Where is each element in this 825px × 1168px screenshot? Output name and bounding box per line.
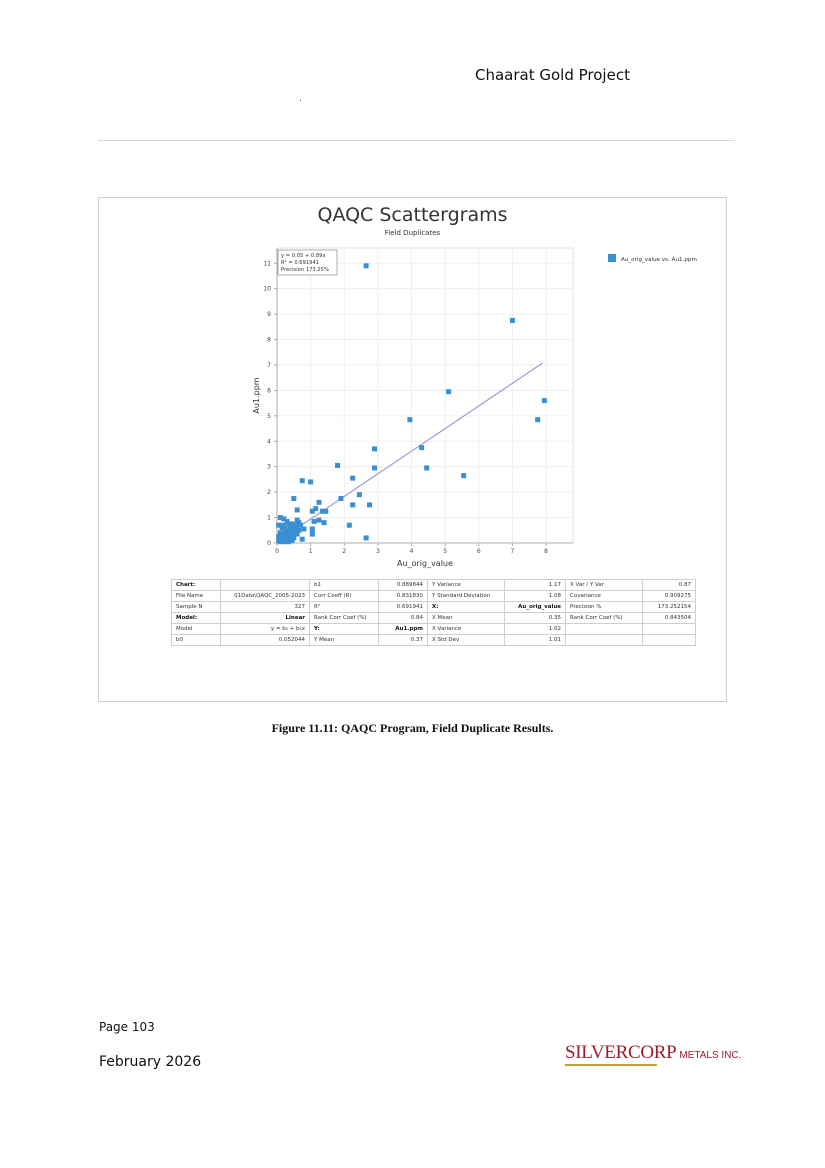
stats-cell: X Mean bbox=[428, 613, 505, 624]
data-point bbox=[372, 465, 377, 470]
page-number: Page 103 bbox=[99, 1020, 155, 1034]
data-point bbox=[419, 445, 424, 450]
data-point bbox=[372, 446, 377, 451]
footer-date: February 2026 bbox=[99, 1054, 202, 1070]
stats-cell: Rank Corr Coef (%) bbox=[310, 613, 379, 624]
header-dot bbox=[300, 100, 301, 101]
data-point bbox=[461, 473, 466, 478]
y-tick-label: 10 bbox=[263, 285, 271, 293]
data-point bbox=[313, 506, 318, 511]
data-point bbox=[542, 398, 547, 403]
stats-cell: File Name bbox=[172, 591, 221, 602]
annotation-line: R² = 0.691941 bbox=[281, 260, 320, 266]
stats-cell: R² bbox=[310, 602, 379, 613]
stats-cell: Au1.ppm bbox=[379, 624, 428, 635]
stats-cell: Y Mean bbox=[310, 635, 379, 646]
data-point bbox=[281, 523, 286, 528]
data-point bbox=[310, 532, 315, 537]
data-point bbox=[350, 476, 355, 481]
annotation-line: y = 0.05 + 0.89x bbox=[281, 253, 326, 259]
document-header-title: Chaarat Gold Project bbox=[475, 66, 630, 84]
data-point bbox=[295, 507, 300, 512]
stats-cell: 0.84 bbox=[379, 613, 428, 624]
stats-cell: y = b₀ + b₁x bbox=[221, 624, 310, 635]
y-tick-label: 5 bbox=[267, 412, 271, 420]
stats-cell: Y: bbox=[310, 624, 379, 635]
data-point bbox=[296, 528, 301, 533]
legend-label: Au_orig_value vs. Au1.ppm bbox=[621, 257, 697, 263]
stats-cell: 0.909275 bbox=[643, 591, 696, 602]
stats-cell bbox=[643, 624, 696, 635]
x-tick-label: 0 bbox=[275, 548, 279, 555]
stats-row bbox=[172, 613, 696, 624]
stats-cell: 0.87 bbox=[643, 580, 696, 591]
data-point bbox=[510, 318, 515, 323]
data-point bbox=[335, 463, 340, 468]
x-tick-label: 5 bbox=[443, 548, 448, 555]
data-point bbox=[338, 496, 343, 501]
stats-cell: b1 bbox=[310, 580, 379, 591]
data-point bbox=[535, 417, 540, 422]
stats-cell bbox=[221, 580, 310, 591]
silvercorp-logo bbox=[565, 1042, 741, 1064]
stats-cell: Model: bbox=[172, 613, 221, 624]
data-point bbox=[424, 465, 429, 470]
data-point bbox=[278, 539, 283, 544]
data-point bbox=[323, 509, 328, 514]
stats-cell: 327 bbox=[221, 602, 310, 613]
stats-cell bbox=[566, 624, 643, 635]
y-tick-label: 9 bbox=[267, 311, 271, 319]
stats-cell bbox=[643, 635, 696, 646]
data-point bbox=[350, 502, 355, 507]
y-tick-label: 7 bbox=[267, 361, 271, 369]
stats-cell: Covariance bbox=[566, 591, 643, 602]
legend-swatch bbox=[608, 254, 616, 262]
stats-cell: b0 bbox=[172, 635, 221, 646]
data-point bbox=[298, 523, 303, 528]
stats-cell: 0.843504 bbox=[643, 613, 696, 624]
x-tick-label: 4 bbox=[409, 548, 414, 555]
stats-row bbox=[172, 624, 696, 635]
stats-row bbox=[172, 580, 696, 591]
stats-cell: Rank Corr Coef (%) bbox=[566, 613, 643, 624]
data-point bbox=[312, 519, 317, 524]
data-point bbox=[364, 263, 369, 268]
stats-cell: Chart: bbox=[172, 580, 221, 591]
y-tick-label: 0 bbox=[267, 540, 271, 547]
stats-table bbox=[171, 579, 696, 646]
data-point bbox=[291, 496, 296, 501]
x-tick-label: 8 bbox=[544, 548, 549, 555]
data-point bbox=[367, 502, 372, 507]
stats-cell: 173.252154 bbox=[643, 602, 696, 613]
stats-cell: 1.08 bbox=[505, 591, 566, 602]
stats-cell: X Var / Y Var bbox=[566, 580, 643, 591]
figure-frame bbox=[98, 197, 727, 702]
stats-cell: X Variance bbox=[428, 624, 505, 635]
annotation-line: Precision 173.25% bbox=[281, 267, 329, 273]
y-tick-label: 1 bbox=[267, 514, 271, 522]
y-axis-label: Au1.ppm bbox=[252, 377, 261, 414]
x-tick-label: 2 bbox=[342, 548, 347, 555]
chart-subtitle: Field Duplicates bbox=[384, 229, 441, 237]
stats-cell: 1.17 bbox=[505, 580, 566, 591]
data-point bbox=[300, 478, 305, 483]
stats-cell: 0.052044 bbox=[221, 635, 310, 646]
logo-underline bbox=[565, 1064, 657, 1066]
stats-cell: X Std Dev bbox=[428, 635, 505, 646]
data-point bbox=[364, 535, 369, 540]
data-point bbox=[347, 523, 352, 528]
scatter-plot bbox=[99, 198, 726, 578]
data-point bbox=[288, 524, 293, 529]
stats-cell: 0.889844 bbox=[379, 580, 428, 591]
stats-cell: Model bbox=[172, 624, 221, 635]
stats-row bbox=[172, 591, 696, 602]
data-point bbox=[322, 520, 327, 525]
stats-cell: Au_orig_value bbox=[505, 602, 566, 613]
stats-cell: X: bbox=[428, 602, 505, 613]
stats-cell: 1.01 bbox=[505, 635, 566, 646]
logo-main-text: SILVERCORP bbox=[565, 1042, 677, 1063]
y-tick-label: 8 bbox=[267, 336, 271, 344]
stats-cell: 0.35 bbox=[505, 613, 566, 624]
stats-cell: 0.691941 bbox=[379, 602, 428, 613]
y-tick-label: 3 bbox=[267, 463, 271, 471]
x-axis-label: Au_orig_value bbox=[397, 559, 453, 568]
stats-cell: 01Data\QAQC_2005-2023 bbox=[221, 591, 310, 602]
chart-title: QAQC Scattergrams bbox=[317, 204, 508, 226]
stats-cell: 0.831830 bbox=[379, 591, 428, 602]
x-tick-label: 7 bbox=[510, 548, 515, 555]
stats-row bbox=[172, 635, 696, 646]
plot-area bbox=[277, 248, 573, 543]
data-point bbox=[300, 537, 305, 542]
x-tick-label: 6 bbox=[476, 548, 481, 555]
stats-cell: Sample N bbox=[172, 602, 221, 613]
stats-cell: 0.37 bbox=[379, 635, 428, 646]
figure-caption: Figure 11.11: QAQC Program, Field Duplicate Results. bbox=[271, 721, 554, 735]
stats-cell: Precision % bbox=[566, 602, 643, 613]
y-tick-label: 2 bbox=[267, 489, 271, 497]
data-point bbox=[276, 534, 281, 539]
data-point bbox=[446, 389, 451, 394]
data-point bbox=[357, 492, 362, 497]
y-tick-label: 6 bbox=[267, 387, 271, 395]
stats-cell: Y Standard Deviation bbox=[428, 591, 505, 602]
logo-sub-text: METALS INC. bbox=[679, 1050, 742, 1061]
y-tick-label: 4 bbox=[267, 438, 271, 446]
data-point bbox=[310, 527, 315, 532]
data-point bbox=[317, 500, 322, 505]
data-point bbox=[317, 518, 322, 523]
stats-cell bbox=[566, 635, 643, 646]
stats-cell: Corr Coeff (R) bbox=[310, 591, 379, 602]
stats-cell: Linear bbox=[221, 613, 310, 624]
x-tick-label: 1 bbox=[308, 548, 313, 555]
stats-row bbox=[172, 602, 696, 613]
data-point bbox=[291, 535, 296, 540]
stats-cell: 1.02 bbox=[505, 624, 566, 635]
data-point bbox=[308, 479, 313, 484]
data-point bbox=[407, 417, 412, 422]
stats-cell: Y Variance bbox=[428, 580, 505, 591]
x-tick-label: 3 bbox=[375, 548, 380, 555]
y-tick-label: 11 bbox=[263, 260, 271, 268]
header-divider bbox=[98, 140, 735, 141]
